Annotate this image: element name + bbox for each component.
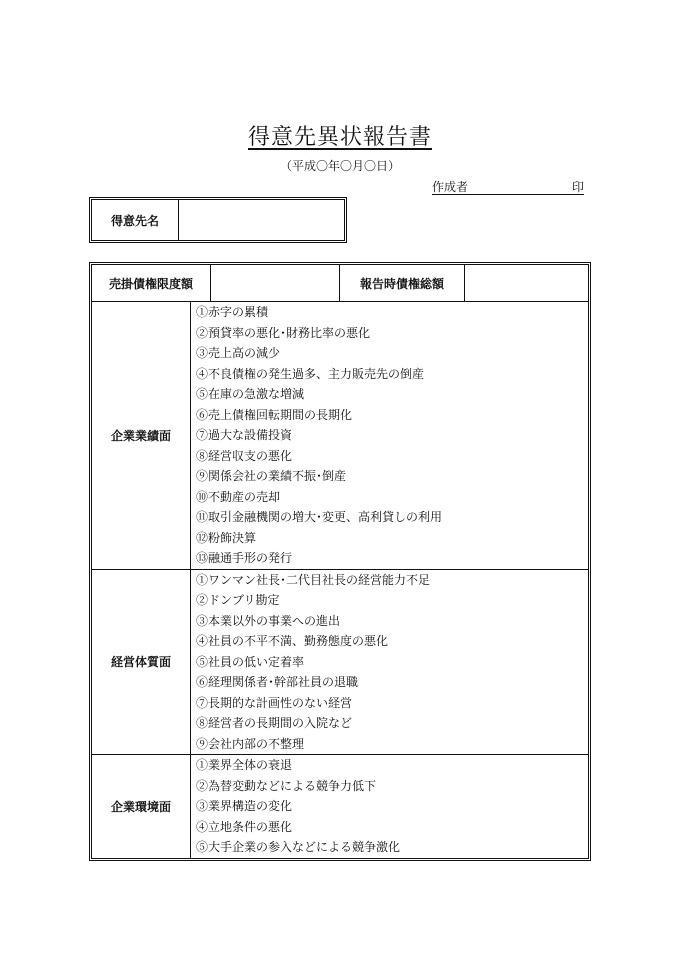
- checklist-item: ③業界構造の変化: [196, 799, 293, 813]
- checklist-item: ⑦長期的な計画性のない経営: [196, 695, 353, 710]
- credit-limit-field[interactable]: [211, 265, 340, 301]
- checklist-item: ②為替変動などによる競争力低下: [196, 778, 377, 793]
- checklist-item: ⑦過大な設備投資: [196, 428, 293, 442]
- checklist-item: ⑬融通手形の発行: [196, 551, 293, 565]
- checklist-item: ⑧経営者の長期間の入院など: [196, 716, 353, 730]
- author-label: 作成者: [432, 180, 469, 194]
- checklist-item: ⑫粉飾決算: [196, 530, 257, 545]
- performance-section: [92, 302, 588, 570]
- section-items: [191, 302, 588, 569]
- report-date: （平成〇年〇月〇日）: [279, 159, 400, 173]
- credit-total-label: 報告時債権総額: [340, 265, 465, 301]
- client-name-field[interactable]: [179, 200, 344, 240]
- checklist-item: ⑤社員の低い定着率: [196, 654, 305, 669]
- checklist-item: ⑤在庫の急激な増減: [196, 387, 305, 401]
- client-name-box: [89, 197, 347, 243]
- credit-total-field[interactable]: [465, 265, 588, 301]
- client-name-label: 得意先名: [92, 200, 179, 240]
- report-table: [89, 262, 591, 861]
- environment-section: [92, 755, 588, 858]
- checklist-item: ⑤大手企業の参入などによる競争激化: [196, 840, 401, 854]
- checklist-item: ①赤字の累積: [196, 305, 269, 319]
- checklist-item: ①ワンマン社長･二代目社長の経営能力不足: [196, 572, 431, 587]
- section-items: [191, 570, 588, 755]
- checklist-item: ②ドンブリ勘定: [196, 593, 280, 607]
- checklist-item: ④立地条件の悪化: [196, 819, 293, 834]
- author-line: [432, 178, 584, 195]
- checklist-item: ④不良債権の発生過多、主力販売先の倒産: [196, 366, 425, 381]
- checklist-item: ①業界全体の衰退: [196, 758, 293, 772]
- checklist-item: ③本業以外の事業への進出: [196, 613, 341, 628]
- checklist-item: ⑥経理関係者･幹部社員の退職: [196, 675, 359, 689]
- checklist-item: ⑨関係会社の業績不振･倒産: [196, 469, 347, 483]
- seal-mark: 印: [571, 180, 584, 194]
- section-items: [191, 755, 588, 858]
- checklist-item: ⑨会社内部の不整理: [196, 736, 305, 751]
- section-label: 企業環境面: [92, 755, 191, 858]
- section-label: 企業業績面: [92, 302, 191, 569]
- sections-container: [92, 302, 588, 858]
- checklist-item: ⑥売上債権回転期間の長期化: [196, 407, 353, 422]
- checklist-item: ⑩不動産の売却: [196, 489, 281, 504]
- checklist-item: ⑪取引金融機関の増大･変更、高利貸しの利用: [196, 510, 443, 524]
- management-section: [92, 570, 588, 756]
- checklist-item: ⑧経営収支の悪化: [196, 448, 293, 463]
- credit-header-row: [92, 265, 588, 302]
- checklist-item: ④社員の不平不満、勤務態度の悪化: [196, 634, 389, 648]
- section-label: 経営体質面: [92, 570, 191, 755]
- checklist-item: ②預貸率の悪化･財務比率の悪化: [196, 325, 371, 340]
- document-title: 得意先異状報告書: [247, 125, 432, 150]
- checklist-item: ③売上高の減少: [196, 346, 281, 360]
- credit-limit-label: 売掛債権限度額: [92, 265, 211, 301]
